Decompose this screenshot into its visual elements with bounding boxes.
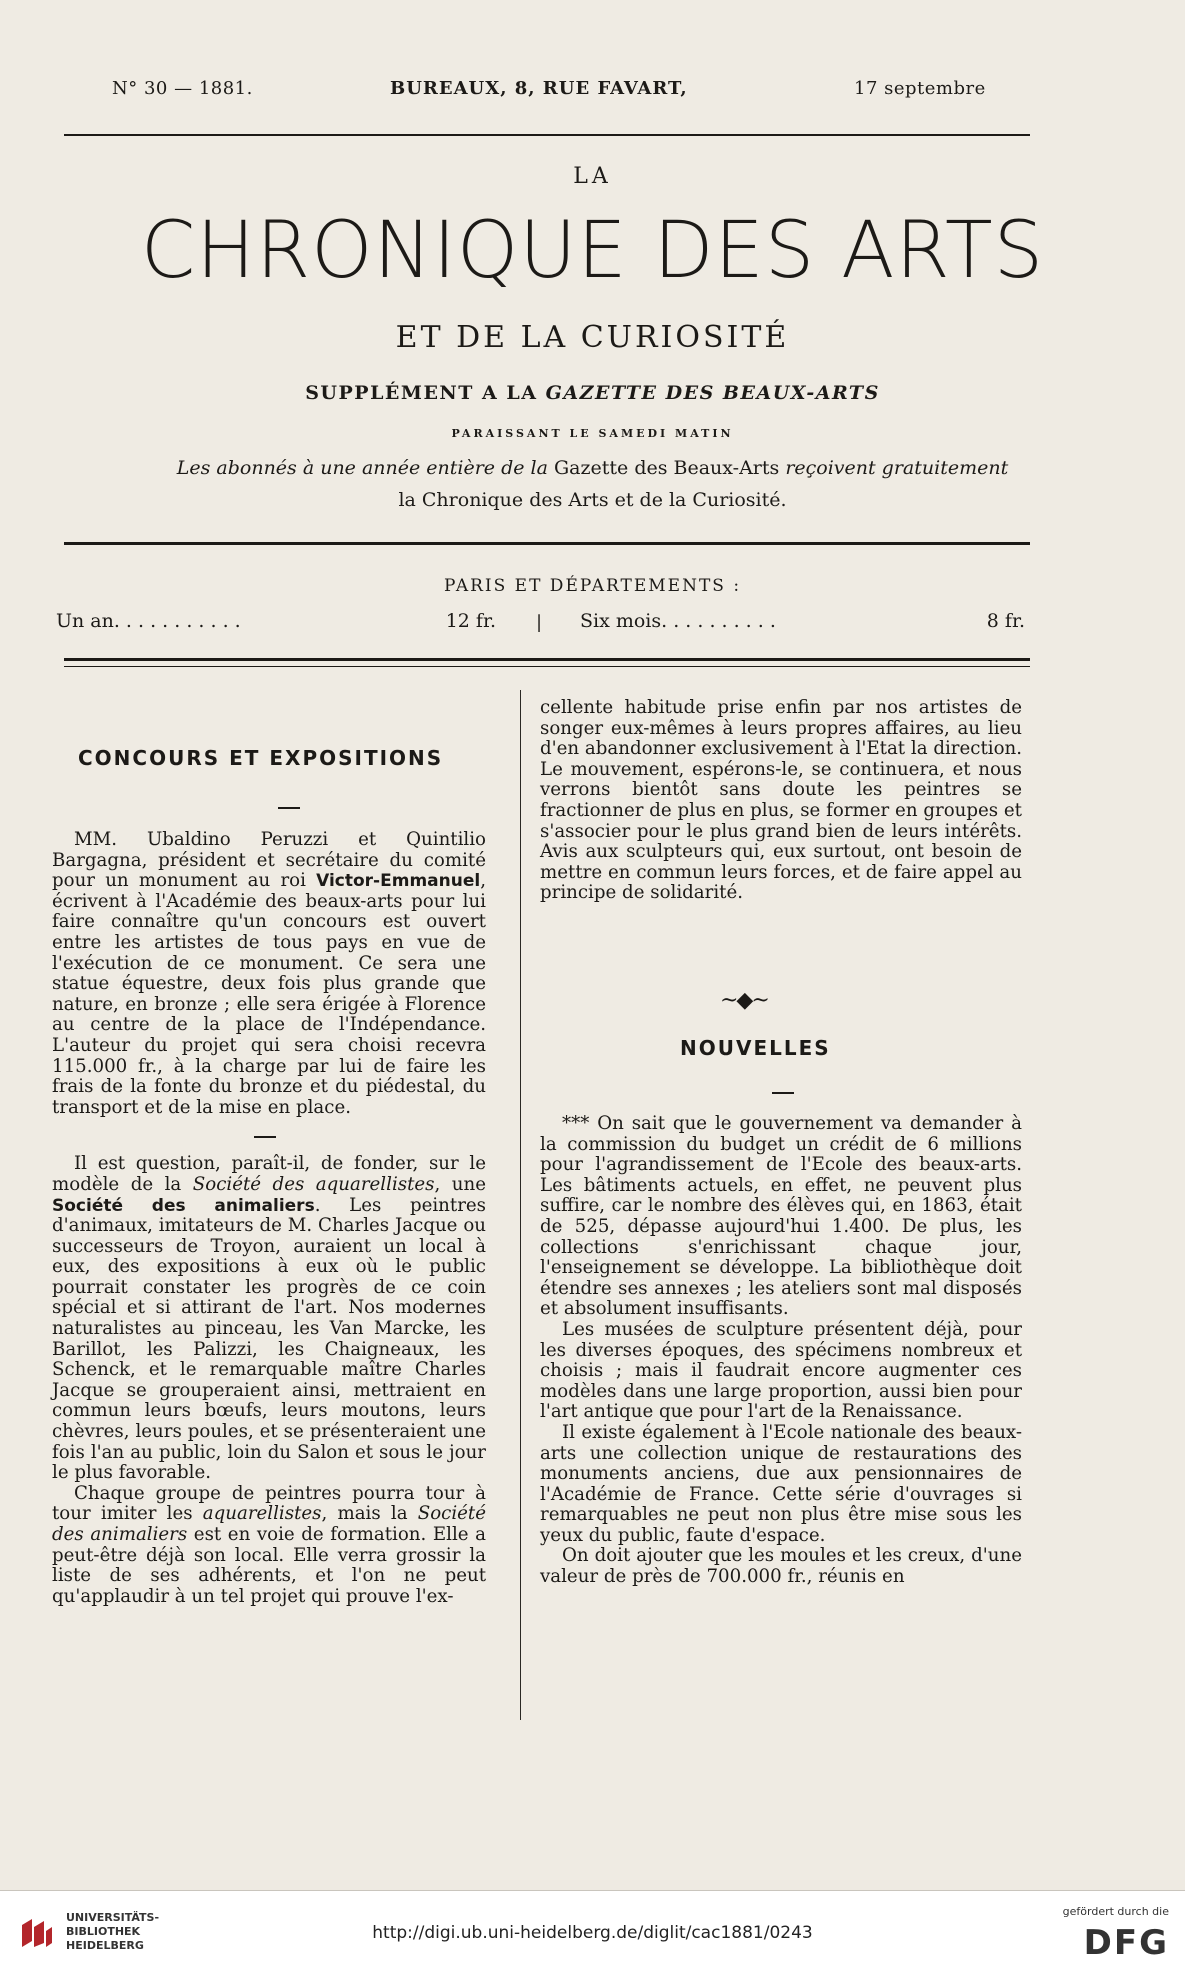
subscriber-note-gazette: Gazette des Beaux-Arts xyxy=(554,457,786,479)
masthead-rule xyxy=(64,542,1030,545)
text-run: , écrivent à l'Académie des beaux-arts pour lui faire connaître qu'un concours est ouvert entre les artistes de tous pays en vue de l'exécution de ce monument. Ce sera une statue équestre, deux fois plus grande que nature, en bronze ; elle sera érigée à Florence au centre de la place de l'Indépendance. L'auteur du projet qui sera choisi recevra 115.000 fr., à la charge par lui de faire les frais de la fonte du bronze et du piédestal, du transport et de la mise en place. xyxy=(52,870,486,1118)
subscription-separator: | xyxy=(536,612,543,633)
italic-animaliers: Société des animaliers xyxy=(52,1503,486,1545)
viewer-footer xyxy=(0,1890,1185,1976)
paragraph-collection: Il existe également à l'Ecole nationale des beaux-arts une collection unique de restaurations des monuments anciens, due aux pensionnaires de l'Académie de France. Cette série d'ouvrages si remarquables ne peut non plus être mise sous les yeux du public, faute d'espace. xyxy=(540,1421,1022,1546)
paragraph-animaliers xyxy=(52,1154,486,1484)
subscription-rule-top xyxy=(64,658,1030,661)
supplement-gazette: GAZETTE DES BEAUX-ARTS xyxy=(545,382,880,404)
text-run: est en voie de formation. Elle a peut-être déjà son local. Elle verra grossir la liste de ses adhérents, et l'on ne peut qu'applaudir à un tel projet qui prouve l'ex- xyxy=(52,1524,486,1607)
permalink-url[interactable]: http://digi.ub.uni-heidelberg.de/diglit/cac1881/0243 xyxy=(372,1923,813,1943)
name-victor-emmanuel: Victor-Emmanuel xyxy=(316,871,481,892)
text-run: Chaque groupe de peintres pourra tour à tour imiter les xyxy=(52,1482,486,1525)
section-heading-nouvelles: NOUVELLES xyxy=(680,1036,831,1060)
subscriber-note xyxy=(0,457,1185,479)
society-aquarellistes: Société des aquarellistes xyxy=(192,1173,435,1195)
issue-date: 17 septembre xyxy=(854,78,986,99)
ornament-divider: ~◆~ xyxy=(720,988,768,1013)
paragraph-continuation: cellente habitude prise enfin par nos artistes de songer eux-mêmes à leurs propres affaires, au lieu d'en abandonner exclusivement à l'Etat la direction. Le mouvement, espérons-le, se continuera, et nous verrons bientôt sans doute les peintres se fractionner de plus en plus, se former en groupes et s'associer pour le plus grand bien de leurs intérêts. Avis aux sculpteurs qui, eux surtout, ont besoin de mettre en commun leurs forces, et de faire appel au principe de solidarité. xyxy=(540,697,1023,904)
subscription-year-label: Un an. . . . . . . . . . . xyxy=(56,610,241,632)
issue-number: N° 30 — 1881. xyxy=(112,78,253,99)
masthead-subtitle: ET DE LA CURIOSITÉ xyxy=(395,320,790,355)
text-run: , mais la xyxy=(321,1503,418,1525)
text-run: MM. Ubaldino Peruzzi et Quintilio Bargagna, président et secrétaire du comité pour un monument au roi xyxy=(52,829,486,892)
supplement-prefix: SUPPLÉMENT A LA xyxy=(305,382,546,404)
section-dash xyxy=(278,807,300,809)
subscription-half-label: Six mois. . . . . . . . . . xyxy=(580,610,776,632)
subscription-year xyxy=(56,610,496,632)
funded-by-caption: gefördert durch die xyxy=(1062,1905,1169,1918)
supplement-line xyxy=(0,382,1185,404)
right-column-news xyxy=(540,1114,1022,1588)
subscription-rule-bottom xyxy=(64,666,1030,667)
publication-schedule: PARAISSANT LE SAMEDI MATIN xyxy=(451,427,734,440)
masthead-title: CHRONIQUE DES ARTS xyxy=(140,206,1045,296)
subscriber-note-line2: la Chronique des Arts et de la Curiosité. xyxy=(398,489,787,511)
text-run: , une xyxy=(434,1173,486,1195)
paragraph-groupe xyxy=(52,1484,486,1608)
paragraph-moules: On doit ajouter que les moules et les creux, d'une valeur de près de 700.000 fr., réunis en xyxy=(540,1545,1022,1588)
italic-aquarellistes: aquarellistes xyxy=(202,1503,322,1525)
paragraph-dash xyxy=(254,1136,276,1138)
header-rule xyxy=(64,134,1030,136)
section-dash-nouvelles xyxy=(772,1092,794,1094)
society-animaliers: Société des animaliers xyxy=(52,1195,315,1216)
university-line3: HEIDELBERG xyxy=(66,1939,144,1952)
subscription-half-price: 8 fr. xyxy=(986,610,1025,632)
paragraph-peruzzi xyxy=(52,830,486,1118)
text-run: . Les peintres d'animaux, imitateurs de M. Charles Jacque ou successeurs de Troyon, auraient un local à eux, des expositions à eux où le public pourrait constater les progrès de ce coin spécial et si attirant de l'art. Nos modernes naturalistes au pinceau, les Van Marcke, les Barillot, les Palizzi, les Chaigneaux, les Schenck, et le remarquable maître Charles Jacque se grouperaient ainsi, mettraient en commun leurs bœufs, leurs moutons, leurs chèvres, leurs poules, et se présenteraient une fois l'an au public, loin du Salon et sous le jour le plus favorable. xyxy=(52,1194,486,1484)
text-run: Il est question, paraît-il, de fonder, sur le modèle de la xyxy=(52,1153,486,1195)
subscriber-note-italic: Les abonnés à une année entière de la xyxy=(176,457,554,479)
subscription-heading: PARIS ET DÉPARTEMENTS : xyxy=(443,576,742,596)
right-column-continuation xyxy=(540,698,1022,904)
dfg-logo: DFG xyxy=(1083,1923,1169,1963)
paragraph-gouvernement: *** On sait que le gouvernement va demander à la commission du budget un crédit de 6 millions pour l'agrandissement de l'Ecole des beaux-arts. Les bâtiments actuels, en effet, ne peuvent plus suffire, car le nombre des élèves qui, en 1863, était de 525, dépasse aujourd'hui 1.400. De plus, les collections s'enrichissant chaque jour, l'enseignement se développe. La bibliothèque doit étendre ses annexes ; les ateliers sont mal disposés et absolument insuffisants. xyxy=(540,1113,1022,1320)
subscription-year-price: 12 fr. xyxy=(445,610,496,632)
subscriber-note-italic2: reçoivent gratuitement xyxy=(785,457,1009,479)
column-divider xyxy=(520,690,521,1720)
subscription-half-year xyxy=(580,610,1025,632)
paragraph-musees: Les musées de sculpture présentent déjà, pour les diverses époques, des spécimens nombreux et choisis ; mais il faudrait encore augmenter ces modèles dans une large proportion, aussi bien pour l'art antique que pour l'art de la Renaissance. xyxy=(540,1318,1022,1423)
left-column xyxy=(52,830,486,1607)
masthead-la: LA xyxy=(573,164,612,189)
bureau-address: BUREAUX, 8, RUE FAVART, xyxy=(390,78,688,99)
university-line1: UNIVERSITÄTS- xyxy=(66,1911,160,1924)
section-heading-concours: CONCOURS ET EXPOSITIONS xyxy=(78,746,444,770)
university-line2: BIBLIOTHEK xyxy=(66,1925,141,1938)
